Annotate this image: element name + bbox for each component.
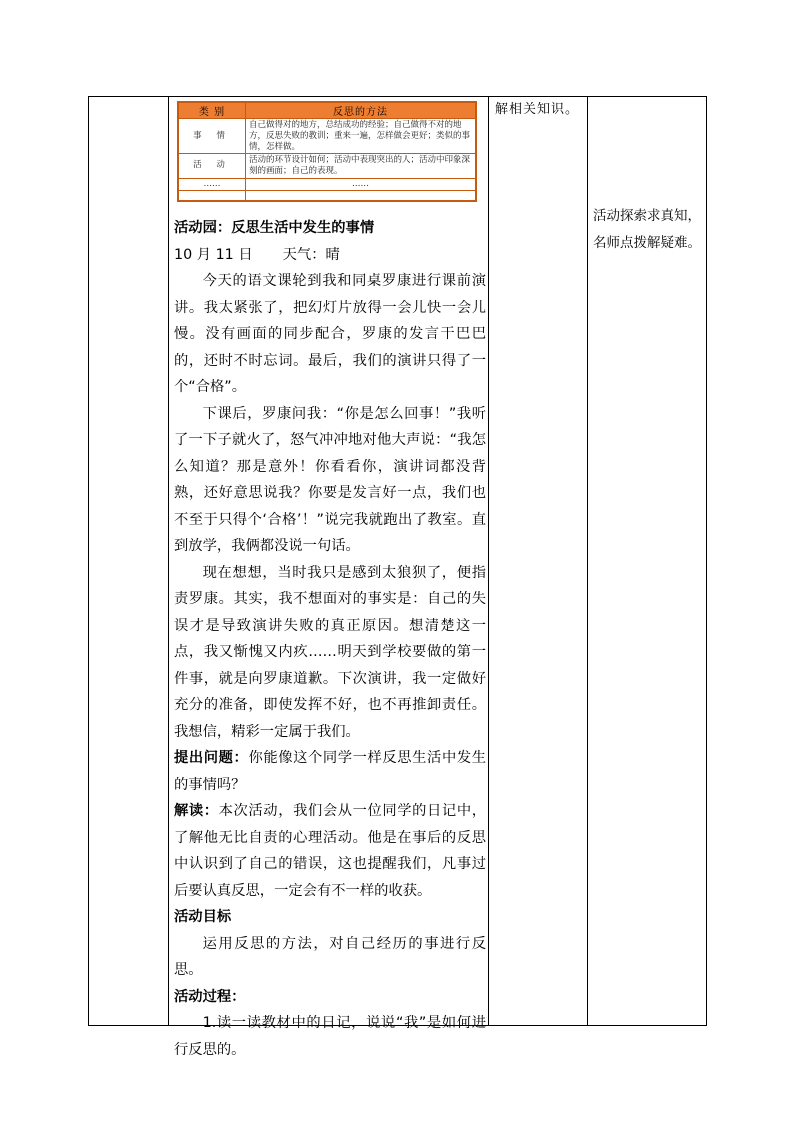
column-divider — [587, 97, 588, 1025]
interpret-text: 本次活动，我们会从一位同学的日记中，了解他无比自责的心理活动。他是在事后的反思中认识到了自己的错误，这也提醒我们，凡事过后要认真反思，一定会有不一样的收获。 — [174, 803, 486, 899]
goal-text: 运用反思的方法，对自己经历的事进行反思。 — [174, 935, 486, 978]
diary-date: 10 月 11 日 — [174, 246, 253, 263]
header-method: 反思的方法 — [246, 103, 476, 119]
row-category: …… — [179, 178, 246, 190]
reflection-methods-table — [177, 101, 477, 202]
activity-text — [174, 215, 486, 1063]
interpret-label: 解读： — [174, 803, 219, 819]
row-category — [179, 190, 246, 200]
goal-label: 活动目标 — [174, 909, 232, 925]
question-label: 提出问题： — [174, 750, 249, 766]
activity-title: 反思生活中发生的事情 — [231, 220, 375, 236]
row-method: 自己做得对的地方，总结成功的经验；自己做得不对的地方，反思失败的教训；重来一遍，怎样做会更好；类似的事情，怎样做。 — [246, 119, 476, 154]
process-label: 活动过程： — [174, 988, 246, 1005]
row-category: 事 情 — [179, 119, 246, 154]
row-method — [246, 190, 476, 200]
student-activity-text: 解相关知识。 — [495, 102, 580, 117]
activity-label: 活动园： — [174, 220, 232, 236]
header-category: 类 别 — [179, 103, 246, 119]
diary-paragraph: 今天的语文课轮到我和同桌罗康进行课前演讲。我太紧张了，把幻灯片放得一会儿快一会儿慢。没有画面的同步配合，罗康的发言干巴巴的，还时不时忘词。最后，我们的演讲只得了一个“合格”。 — [174, 273, 486, 395]
diary-weather: 天气：晴 — [282, 246, 340, 263]
row-method: …… — [246, 178, 476, 190]
diary-paragraph: 下课后，罗康问我：“你是怎么回事！”我听了一下子就火了，怒气冲冲地对他大声说：“我怎么知道？那是意外！你看看你，演讲词都没背熟，还好意思说我？你要是发言好一点，我们也不至于只得个‘合格’！”说完我就跑出了教室。直到放学，我俩都没说一句话。 — [174, 405, 486, 554]
main-content-cell — [169, 97, 489, 1058]
design-intent-text: 活动探索求真知，名师点拨解疑难。 — [593, 208, 701, 251]
lesson-table — [88, 96, 707, 1058]
question-text: 你能像这个同学一样反思生活中发生的事情吗？ — [174, 750, 487, 793]
process-item: 1.读一读教材中的日记，说说“我”是如何进行反思的。 — [174, 1015, 486, 1058]
row-method: 活动的环节设计如何；活动中表现突出的人；活动中印象深刻的画面；自己的表现。 — [246, 154, 476, 179]
row-category: 活 动 — [179, 154, 246, 179]
diary-paragraph: 现在想想，当时我只是感到太狼狈了，便指责罗康。其实，我不想面对的事实是：自己的失误才是导致演讲失败的真正原因。想清楚这一点，我又惭愧又内疚……明天到学校要做的第一件事，就是向罗康道歉。下次演讲，我一定做好充分的准备，即使发挥不好，也不再推卸责任。我想信，精彩一定属于我们。 — [174, 564, 486, 740]
